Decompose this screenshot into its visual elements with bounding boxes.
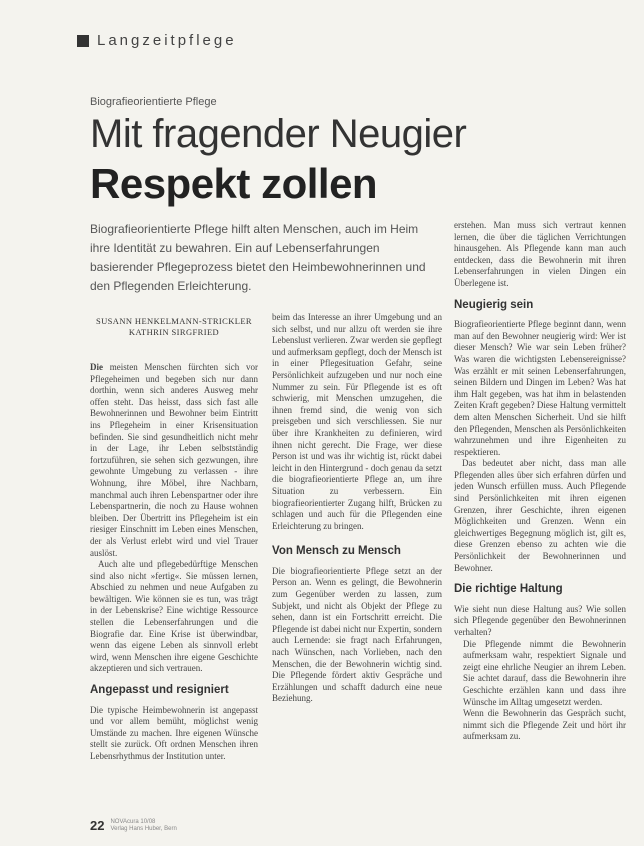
source-line-2: Verlag Hans Huber, Bern <box>110 825 177 832</box>
section-square-icon <box>77 35 89 47</box>
col3-paragraph-2: Biografieorientierte Pflege beginnt dann, wenn man auf den Bewohner neugierig wird: Wer ist dieser Mensch? Wie war sein Leben früher? Was waren die wichtigsten Lebensereignisse? Was erzählt er mit seinen Lebenserfahrungen, seinen Bildern und Dingen im Leben? Was hat ihm Halt gegeben, was hat ihm in belastenden Zeiten Kraft gegeben? Diese Haltung vermittelt dem alten Menschen Sicherheit. Und sie hilft den Pflegenden, Menschen als Persönlichkeiten wahrzunehmen und ihre Eigenheiten zu respektieren. <box>454 319 626 457</box>
col3-paragraph-1: erstehen. Man muss sich vertraut kennen lernen, die über die täglichen Verrichtungen hinausgehen. Als Pflegende kann man auch entdecken, dass die Bewohnerin mit ihren Lebenserfahrungen in vielen Dingen ein Überlegene ist. <box>454 220 626 288</box>
source-line-1: NOVAcura 10/08 <box>110 818 156 825</box>
page-footer <box>90 818 177 833</box>
list-item: • Wenn die Bewohnerin das Gespräch sucht, nimmt sich die Pflegende Zeit und hört ihr aufmerksam zu. <box>463 708 626 743</box>
publication-source <box>110 819 176 833</box>
list-item: • Die Pflegende nimmt die Bewohnerin aufmerksam wahr, respektiert Signale und zeigt eine ehrliche Neugier an ihrem Leben. Sie achtet darauf, dass die Bewohnerin ihre Geschichte erzählen kann und dass ihre Wünsche im Alltag umgesetzt werden. <box>463 639 626 709</box>
text-column-2 <box>272 312 442 794</box>
section-label: Langzeitpflege <box>97 32 237 49</box>
heading-angepasst: Angepasst und resigniert <box>90 684 229 697</box>
section-header <box>77 32 237 49</box>
col1-paragraph-2: Auch alte und pflegebedürftige Menschen sind also nicht »fertig«. Sie müssen lernen, Abschied zu nehmen und neue Aufgaben zu bewältigen. Wie können sie es tun, was trägt in der Lebenskrise? Eine wichtige Ressource stellen die Lebenserfahrungen und die Biografie dar. Eine Krise ist überwindbar, wenn das eigene Leben als sinnvoll erlebt wird, wenn Menschen ihre eigene Geschichte akzeptieren und sich vertrauen. <box>90 559 258 674</box>
heading-neugierig: Neugierig sein <box>454 298 534 311</box>
article-kicker: Biografieorientierte Pflege <box>90 96 217 108</box>
article-title-line2: Respekt zollen <box>90 160 378 207</box>
haltung-list <box>454 639 626 743</box>
col2-paragraph-1: beim das Interesse an ihrer Umgebung und an sich selbst, und nur allzu oft werden sie ihre Lebenslust verlieren. Zwar werden sie gepflegt und aufmerksam gepflegt, doch der Mensch ist in einer Pflegesituation Gefahr, seine Persönlichkeit aufzugeben und nur noch eine Nummer zu sein. Für Pflegende ist es oft schwierig, mit Menschen umzugehen, die ihnen fremd sind, die wenig von sich preisgeben und sich verschliessen. Sie nur über ihre Krankheiten zu definieren, wird ihnen nicht gerecht. Die Frage, wer diese Person ist und was ihr wichtig ist, rückt dabei leicht in den Hintergrund - doch genau da setzt die biografieorientierte Pflege an, um ihre Situation zu verbessern. Ein biografieorientierter Zugang hilft, Brücken zu schlagen und auch für die Pflegenden eine Erleichterung zu bringen. <box>272 312 442 531</box>
text-column-3 <box>454 220 626 810</box>
heading-mensch: Von Mensch zu Mensch <box>272 545 401 558</box>
page-number: 22 <box>90 818 105 833</box>
article-intro <box>90 220 435 296</box>
col3-paragraph-4: Wie sieht nun diese Haltung aus? Wie sollen sich Pflegende gegenüber den Bewohnerinnen verhalten? <box>454 603 626 637</box>
article-authors <box>90 316 258 338</box>
col2-paragraph-2: Die biografieorientierte Pflege setzt an der Person an. Wenn es gelingt, die Bewohnerin zum Gegenüber werden zu lassen, zum Subjekt, und nicht als Objekt der Pflege zu sehen, dann ist ein Fortschritt erreicht. Die Pflegende ist dabei nicht nur Expertin, sondern auch Lernende: sie fragt nach Erfahrungen, nach Wünschen, nach Vorlieben, nach den Menschen, die der Bewohnerin wichtig sind. Die Pflegende fördert aktiv Gespräche und Erzählungen und schafft dadurch eine neue Beziehung. <box>272 565 442 704</box>
article-title-line1: Mit fragender Neugier <box>90 112 467 156</box>
col1-paragraph-3: Die typische Heimbewohnerin ist angepasst und vor allem bemüht, möglichst wenig Umstände zu machen. Ihre eigenen Wünsche stellt sie zurück. Oft ordnen Menschen ihren Lebensrhythmus der Institution unter. <box>90 704 258 761</box>
col1-p1-text: meisten Menschen fürchten sich vor Pflegeheimen und begeben sich nur dann dorthin, wenn sich anderes Ausweg mehr offen steht. Das heisst, dass sich fast alle Bewohnerinnen und Bewohner beim Eintritt ins Pflegeheim in einer Krisensituation befinden. Sie sind gesundheitlich nicht mehr in der Lage, ihr Leben selbstständig fortzuführen, sie sehen sich gezwungen, ihre gewohnte Umgebung zu verlassen - ihre Wohnung, ihre Möbel, ihre Nachbarn, manchmal auch ihren Lebenspartner oder ihre Lebenspartnerin, die noch zu Hause wohnen bleiben. Der Übertritt ins Pflegeheim ist ein riesiger Einschnitt im Leben eines Menschen, der als Verlust erlebt wird und viel Trauer auslöst. <box>90 362 258 558</box>
col1-paragraph-1 <box>90 362 258 559</box>
intro-text: Biografieorientierte Pflege hilft alten Menschen, auch im Heim ihre Identität zu bewahren. Ein auf Lebenserfahrungen basierender Pflegeprozess bietet den Heimbewohnerinnen und den Pflegenden Erleichterung. <box>90 222 426 293</box>
dropcap: Die <box>90 362 103 372</box>
heading-haltung: Die richtige Haltung <box>454 583 563 596</box>
col3-paragraph-3: Das bedeutet aber nicht, dass man alle Pflegenden alles über sich erfahren dürfen und jeden Wunsch erfüllen muss. Auch Pflegende sind Persönlichkeiten mit ihren eigenen Grenzen, ihrer Geschichte, ihren eigenen Möglichkeiten und Grenzen. Wenn ein gleichwertiges Begegnung möglich ist, gilt es, diese Grenzen ebenso zu achten wie die Persönlichkeit der Bewohnerinnen und Bewohner. <box>454 458 626 573</box>
text-column-1 <box>90 362 258 794</box>
author-2: KATHRIN SIRGFRIED <box>128 327 220 337</box>
author-1: SUSANN HENKELMANN-STRICKLER <box>95 316 252 326</box>
